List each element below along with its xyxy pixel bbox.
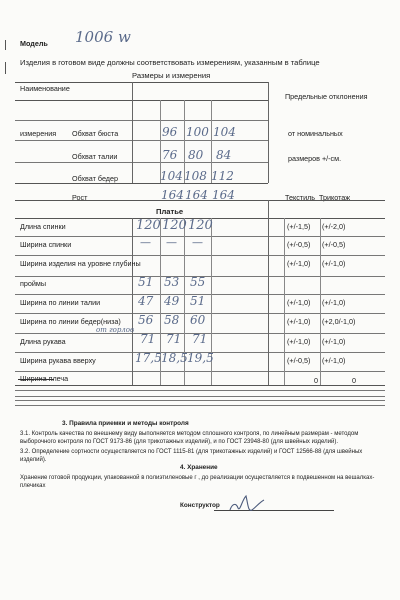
measurement-value: 19,5 — [187, 351, 214, 365]
tolerance-textile: (+/-1,0) — [287, 317, 311, 326]
measurement-value: 71 — [192, 332, 208, 346]
tolerance-header-2: от номинальных — [288, 129, 343, 138]
section-title-dress: Платье — [156, 207, 184, 216]
punch-hole-mark-2 — [5, 62, 10, 74]
measurement-value: 18,5 — [161, 351, 188, 365]
paragraph-4: Хранение готовой продукции, упакованной в полиэтиленовые г , до реализации осуществляется в подвешенном на вешалках- плечиках — [20, 475, 375, 489]
tolerance-textile: (+/-1,0) — [287, 337, 311, 346]
measurement-value: 71 — [166, 332, 182, 346]
sleeve-length-note: от горлов — [96, 326, 135, 334]
measurement-label: Ширина по линии бедер(низа) — [20, 317, 121, 326]
size-value: 100 — [186, 125, 209, 139]
paragraph-3-2: 3.2. Определение сортности осуществляется по ГОСТ 1115-81 (для трикотажных изделий) и ГОСТ 12566-88 (для швейных изделий). — [20, 449, 363, 463]
size-value: 96 — [162, 125, 178, 139]
measurement-value: 55 — [190, 275, 206, 289]
intro-text: Изделия в готовом виде должны соответствовать измерениям, указанным в таблице — [20, 58, 320, 67]
measurement-value: 60 — [190, 313, 206, 327]
size-row-label: Рост — [72, 193, 88, 202]
measurement-value: 71 — [140, 332, 156, 346]
column-header-textile: Текстиль — [285, 193, 316, 202]
tolerance-knit: (+2,0/-1,0) — [322, 317, 356, 326]
measurement-value: 58 — [164, 313, 180, 327]
tolerance-textile: (+/-0,5) — [287, 240, 311, 249]
paragraph-3-1: 3.1. Контроль качества по внешнему виду выполняется методом сплошного контроля, по линейным размерам - методом выборочного контроля по ГОСТ 9173-86 (для трикотажных изделий), и по ГОСТ 23948-80 (для швейных изделий). — [20, 431, 359, 445]
punch-hole-mark — [5, 40, 10, 50]
tolerance-knit: 0 — [352, 376, 356, 385]
measurement-label: Ширина по линии талии — [20, 298, 101, 307]
measurement-value: 47 — [138, 294, 154, 308]
tolerance-textile: 0 — [314, 376, 318, 385]
measurement-value: 51 — [190, 294, 206, 308]
size-value: 112 — [211, 169, 234, 183]
size-row-label: Обхват бюста — [72, 129, 119, 138]
size-value: 164 — [161, 188, 184, 202]
measurement-value: — — [192, 236, 203, 249]
measurement-label: Ширина изделия на уровне глубины — [20, 259, 141, 268]
tolerance-knit: (+/-1,0) — [322, 298, 346, 307]
column-header-name: Наименование — [20, 84, 70, 93]
measurement-value: 120 — [188, 218, 213, 233]
tolerance-textile: (+/-0,5) — [287, 356, 311, 365]
measurement-value: 120 — [136, 218, 161, 233]
tolerance-textile: (+/-1,0) — [287, 259, 311, 268]
measurement-label: Длина рукава — [20, 337, 66, 346]
column-header-measure: измерения — [20, 129, 57, 138]
tolerance-knit: (+/-0,5) — [322, 240, 346, 249]
measurement-value: — — [166, 236, 177, 249]
tolerance-textile: (+/-1,0) — [287, 298, 311, 307]
measurement-label: проймы — [20, 279, 47, 288]
tolerance-textile: (+/-1,5) — [287, 222, 311, 231]
tolerance-knit: (+/-1,0) — [322, 356, 346, 365]
measurement-label: Длина спинки — [20, 222, 66, 231]
model-value: 1006 w — [75, 28, 131, 46]
size-value: 104 — [213, 125, 236, 139]
size-value: 80 — [188, 148, 204, 162]
measurement-value: 49 — [164, 294, 180, 308]
table-title: Размеры и измерения — [132, 71, 211, 80]
size-value: 108 — [184, 169, 207, 183]
section4-title: 4. Хранение — [180, 464, 218, 471]
strike-through-mark — [18, 379, 54, 380]
measurement-value: 53 — [164, 275, 180, 289]
measurement-value: 51 — [138, 275, 154, 289]
measurement-value: 17,5 — [135, 351, 162, 365]
measurement-label: Ширина плеча — [20, 374, 69, 383]
size-value: 104 — [160, 169, 183, 183]
measurement-value: — — [140, 236, 151, 249]
size-row-label: Обхват бедер — [72, 174, 118, 183]
section3-title: 3. Правила приемки и методы контроля — [62, 420, 189, 427]
model-label: Модель — [20, 39, 48, 48]
size-value: 164 — [212, 188, 235, 202]
column-header-knit: Трикотаж — [319, 193, 351, 202]
tolerance-knit: (+/-1,0) — [322, 337, 346, 346]
measurement-value: 56 — [138, 313, 154, 327]
tolerance-knit: (+/-1,0) — [322, 259, 346, 268]
size-value: 84 — [216, 148, 232, 162]
measurement-label: Ширина рукава вверху — [20, 356, 96, 365]
tolerance-header-1: Предельные отклонения — [285, 92, 368, 101]
signature — [222, 490, 282, 518]
measurement-value: 120 — [162, 218, 187, 233]
size-value: 164 — [185, 188, 208, 202]
constructor-label: Конструктор — [180, 502, 220, 509]
measurement-label: Ширина спинки — [20, 240, 72, 249]
tolerance-knit: (+/-2,0) — [322, 222, 346, 231]
size-row-label: Обхват талии — [72, 152, 118, 161]
tolerance-header-3: размеров +/-см. — [288, 154, 342, 163]
size-value: 76 — [162, 148, 178, 162]
